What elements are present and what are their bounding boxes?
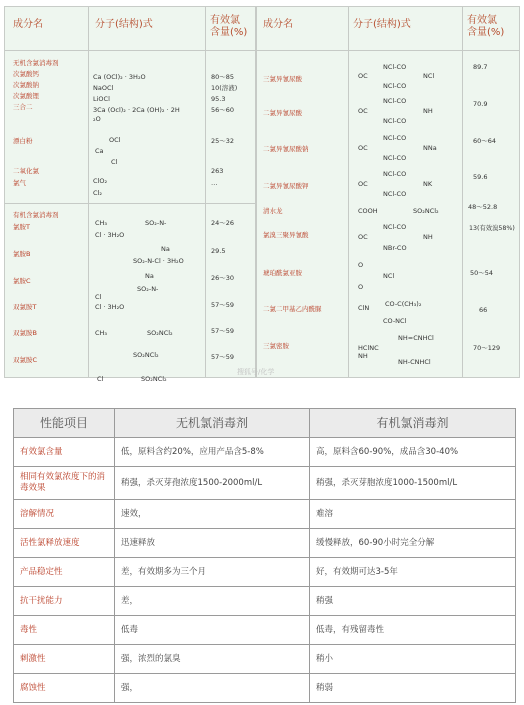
section-inorganic: 无机含氯消毒剂 <box>13 59 59 67</box>
formula: Na <box>161 245 170 253</box>
content-value: 56～60 <box>211 106 235 114</box>
organic-cell: 高，原料含60-90%，成品含30-40% <box>310 438 516 467</box>
formula: LiOCl <box>93 95 110 103</box>
name-row: 次氯酸钠 <box>13 81 39 89</box>
content-value: 24～26 <box>211 219 235 227</box>
table-row <box>14 674 516 703</box>
row-label: 毒性 <box>14 616 115 645</box>
formula: ₂O <box>93 115 101 123</box>
name-row: 氯胺T <box>13 223 30 231</box>
formula: NCl-CO <box>383 117 407 125</box>
formula: NCl-CO <box>383 82 407 90</box>
formula: NCl-CO <box>383 97 407 105</box>
formula: NH <box>423 233 433 241</box>
name-row: 氯气 <box>13 179 26 187</box>
formula: NCl <box>423 72 435 80</box>
formula: ClN <box>358 304 370 312</box>
row-label: 刺激性 <box>14 645 115 674</box>
formula: Cl <box>111 158 118 166</box>
content-value: 57～59 <box>211 301 235 309</box>
name-row: 琥珀酰氯亚胺 <box>263 269 302 277</box>
section-organic: 有机含氯消毒剂 <box>13 211 59 219</box>
content-value: 10(溶液) <box>211 84 238 92</box>
organic-cell: 稍弱 <box>310 674 516 703</box>
name-row: 漂白粉 <box>13 137 33 145</box>
header-content-1: 有效氯 含量(%) <box>210 15 248 38</box>
formula: NCl-CO <box>383 134 407 142</box>
content-value: 80～85 <box>211 73 235 81</box>
table-row <box>14 467 516 500</box>
name-row: 氯溴三聚异氰酸 <box>263 231 309 239</box>
inorganic-cell: 迅速释放 <box>115 529 310 558</box>
formula: SO₂NCl₂ <box>141 375 167 383</box>
table-row <box>14 438 516 467</box>
name-row: 次氯酸锂 <box>13 92 39 100</box>
inorganic-cell: 强， <box>115 674 310 703</box>
formula: COOH <box>358 207 378 215</box>
organic-cell: 好，有效期可达3-5年 <box>310 558 516 587</box>
formula: OC <box>358 144 368 152</box>
formula: O <box>358 261 364 269</box>
formula: Ca (OCl)₂ · 3H₂O <box>93 73 146 81</box>
formula: Na <box>145 272 154 280</box>
table-row <box>14 529 516 558</box>
content-value: 50～54 <box>470 269 494 277</box>
table-row <box>14 558 516 587</box>
watermark: 搜狐号/化学 <box>237 368 275 376</box>
row-label: 溶解情况 <box>14 500 115 529</box>
inorganic-cell: 速效， <box>115 500 310 529</box>
formula: CO-NCl <box>383 317 407 325</box>
formula: NCl-CO <box>383 63 407 71</box>
formula: NCl-CO <box>383 190 407 198</box>
inorganic-cell: 稍强，杀灭芽孢浓度1500-2000ml/L <box>115 467 310 500</box>
formula: SO₂NCl₂ <box>413 207 439 215</box>
formula: CO-C(CH₃)₂ <box>385 300 422 308</box>
content-value: 95.3 <box>211 95 226 103</box>
formula: NH <box>423 107 433 115</box>
name-row: 三合二 <box>13 103 33 111</box>
name-row: 双氯胺B <box>13 329 37 337</box>
inorganic-cell: 低毒 <box>115 616 310 645</box>
name-row: 二氯异氰尿酸钾 <box>263 182 309 190</box>
formula: SO₂-N- <box>145 219 167 227</box>
row-label: 产品稳定性 <box>14 558 115 587</box>
name-row: 双氯胺C <box>13 356 38 364</box>
inorganic-cell: 差， <box>115 587 310 616</box>
formula: NH <box>358 352 368 360</box>
header-name-1: 成分名 <box>13 19 43 30</box>
content-value: 57～59 <box>211 353 235 361</box>
formula: Ca <box>95 147 104 155</box>
table-row <box>14 645 516 674</box>
formula: HClNC <box>358 344 379 352</box>
formula: OC <box>358 72 368 80</box>
formula: Cl₂ <box>93 189 102 197</box>
formula: Cl <box>97 375 104 383</box>
formula: OC <box>358 180 368 188</box>
formula: 3Ca (Ocl)₂ · 2Ca (OH)₂ · 2H <box>93 106 180 114</box>
organic-cell: 稍强 <box>310 587 516 616</box>
header-formula-1: 分子(结构)式 <box>95 19 153 30</box>
header-formula-2: 分子(结构)式 <box>353 19 411 30</box>
name-row: 次氯酸钙 <box>13 70 39 78</box>
content-value: 26～30 <box>211 274 235 282</box>
formula: OC <box>358 233 368 241</box>
name-row: 双氯胺T <box>13 303 37 311</box>
organic-cell: 低毒，有残留毒性 <box>310 616 516 645</box>
formula: SO₂NCl₂ <box>133 351 159 359</box>
formula: NNa <box>423 144 437 152</box>
formula: NH-CNHCl <box>398 358 431 366</box>
content-value: 57～59 <box>211 327 235 335</box>
content-value: 13(有效溴58%) <box>469 225 515 232</box>
row-label: 活性氯释放速度 <box>14 529 115 558</box>
formula: NBr-CO <box>383 244 407 252</box>
inorganic-cell: 强，浓烈的氯臭 <box>115 645 310 674</box>
header-organic: 有机氯消毒剂 <box>310 409 516 438</box>
formula: CH₃ <box>95 219 108 227</box>
row-label: 抗干扰能力 <box>14 587 115 616</box>
header-content-2: 有效氯 含量(%) <box>467 15 505 38</box>
formula: NK <box>423 180 433 188</box>
formula: Cl <box>95 293 102 301</box>
formula: NCl-CO <box>383 154 407 162</box>
formula: SO₂NCl₂ <box>147 329 173 337</box>
content-value: 48～52.8 <box>468 203 498 211</box>
formula: NCl <box>383 272 395 280</box>
formula: NCl-CO <box>383 223 407 231</box>
content-value: 60～64 <box>473 137 497 145</box>
content-value: 29.5 <box>211 247 226 255</box>
table-row <box>14 616 516 645</box>
formula: O <box>358 283 364 291</box>
name-row: 清水龙 <box>263 207 283 215</box>
content-value: 66 <box>479 306 488 314</box>
name-row: 氯胺C <box>13 277 31 285</box>
formula: NaOCl <box>93 84 114 92</box>
comparison-table <box>13 408 516 703</box>
row-label: 相同有效氯浓度下的消毒效果 <box>14 467 115 500</box>
formula: NH=CNHCl <box>398 334 434 342</box>
table-row <box>14 500 516 529</box>
name-row: 二氯二甲基乙内酰脲 <box>263 305 322 313</box>
row-label: 有效氯含量 <box>14 438 115 467</box>
content-value: 70～129 <box>473 344 501 352</box>
header-name-2: 成分名 <box>263 19 293 30</box>
organic-cell: 稍小 <box>310 645 516 674</box>
formula: ClO₂ <box>93 177 108 185</box>
organic-cell: 难溶 <box>310 500 516 529</box>
name-row: 二氯异氰尿酸钠 <box>263 145 309 153</box>
content-value: 263 <box>211 167 224 175</box>
name-row: 二氧化氯 <box>13 167 39 175</box>
content-value: 89.7 <box>473 63 488 71</box>
row-label: 腐蚀性 <box>14 674 115 703</box>
inorganic-cell: 低，原料含约20%，应用产品含5-8% <box>115 438 310 467</box>
formula: Cl · 3H₂O <box>95 303 125 311</box>
header-property: 性能项目 <box>14 409 115 438</box>
formula: SO₂-N- <box>137 285 159 293</box>
formula: SO₂-N-Cl · 3H₂O <box>133 257 184 265</box>
structure-table <box>4 6 520 383</box>
organic-cell: 稍强，杀灭芽胞浓度1000-1500ml/L <box>310 467 516 500</box>
name-row: 三氯异氰尿酸 <box>263 75 302 83</box>
content-value: … <box>211 179 218 187</box>
formula: OC <box>358 107 368 115</box>
content-value: 70.9 <box>473 100 488 108</box>
organic-cell: 缓慢释放，60-90小时完全分解 <box>310 529 516 558</box>
name-row: 氯胺B <box>13 250 31 258</box>
formula: Cl · 3H₂O <box>95 231 125 239</box>
inorganic-cell: 差，有效期多为三个月 <box>115 558 310 587</box>
formula: NCl-CO <box>383 170 407 178</box>
name-row: 二氯异氰尿酸 <box>263 109 302 117</box>
header-inorganic: 无机氯消毒剂 <box>115 409 310 438</box>
content-value: 59.6 <box>473 173 488 181</box>
content-value: 25～32 <box>211 137 235 145</box>
formula: OCl <box>109 136 121 144</box>
name-row: 三氯密胺 <box>263 342 289 350</box>
table-row <box>14 587 516 616</box>
formula: CH₃ <box>95 329 108 337</box>
